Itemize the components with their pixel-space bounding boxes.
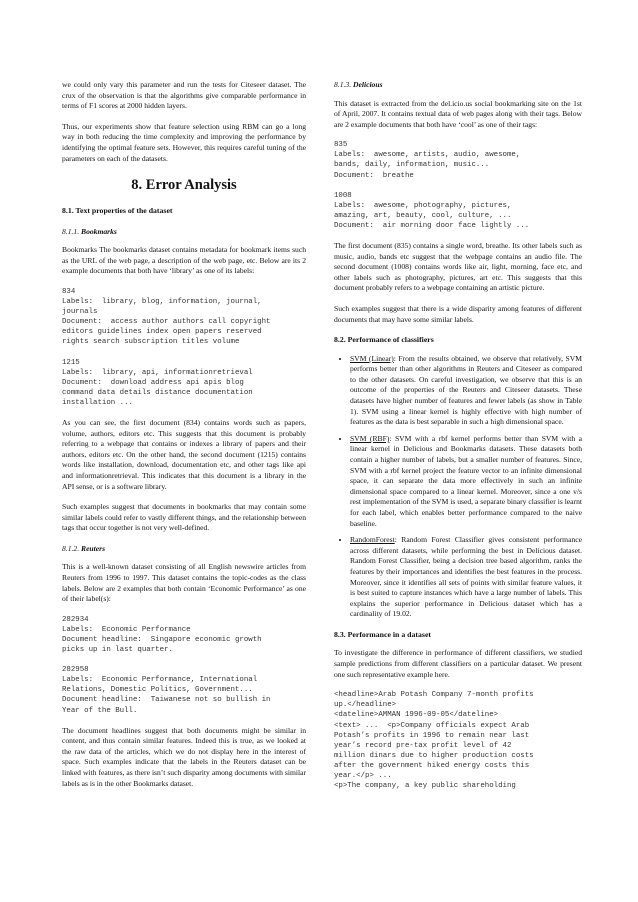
list-item-text: : From the results obtained, we observe that relatively, SVM performs better than other algorithms in Reuters and Citeseer as compared to the other datasets. On careful investigation, we observe that this is an outcome of the properties of the Reuters and Citeseer datasets. These datasets have higher number of features and fewer labels (as show in Table 1). SVM using a linear kernel is highly effective with high number of features as the data is best separable in such a high dimensional space.	[350, 353, 582, 427]
subsubsection-title: Reuters	[81, 543, 106, 553]
delicious-paragraph-1: This dataset is extracted from the del.icio.us social bookmarking site on the 1st of April, 2007. It contains textual data of web pages along with their tags. Below are 2 example documents that both have ‘cool’ as one of their tags:	[334, 98, 582, 129]
reuters-example-282958: 282958 Labels: Economic Performance, International Relations, Domestic Politics, Government... Document headline: Taiwanese not so bullish in Year of the Bull.	[62, 666, 271, 715]
list-item-svm-linear	[350, 354, 582, 428]
classifier-list	[334, 354, 582, 620]
delicious-paragraph-3: Such examples suggest that there is a wide disparity among features of different documents that may have some similar labels.	[334, 304, 582, 324]
section-title: 8. Error Analysis	[131, 177, 237, 194]
reuters-example-282934: 282934 Labels: Economic Performance Document headline: Singapore economic growth picks up in last quarter.	[62, 615, 262, 655]
intro-paragraph-1: we could only vary this parameter and run the tests for Citeseer dataset. The crux of the observation is that the algorithms give comparable performance in terms of F1 scores at 2000 hidden layers.	[62, 80, 306, 111]
reuters-paragraph-1: This is a well-known dataset consisting of all English newswire articles from Reuters from 1996 to 1997. This dataset contains the topic-codes as the class labels. Below are 2 examples that both contain ‘Economic Performance’ as one of their label(s):	[62, 562, 306, 604]
reuters-paragraph-2: The document headlines suggest that both documents might be similar in content, and thus contain similar features. Indeed this is true, as we looked at the raw data of the articles, which we do not display here in the interest of space. Such examples indicate that the labels in the Reuters dataset can be linked with features, as there isn’t such disparity among documents with similar labels as is in the other Bookmarks dataset.	[62, 725, 306, 788]
delicious-example-835: 835 Labels: awesome, artists, audio, awesome, bands, daily, information, music... Document: breathe	[334, 141, 521, 180]
subsubsection-title: Delicious	[353, 80, 383, 89]
subsubsection-bookmarks-heading	[62, 227, 306, 238]
list-item-term: SVM (Linear)	[350, 353, 394, 363]
subsubsection-delicious-heading	[334, 80, 582, 91]
intro-paragraph-2: Thus, our experiments show that feature selection using RBM can go a long way in both reducing the time complexity and improving the performance by identifying the optimal feature sets. However, this requires careful tuning of the parameters on each of the datasets.	[62, 121, 306, 163]
subsection-8-3-title: 8.3. Performance in a dataset	[334, 629, 432, 639]
subsubsection-number: 8.1.1.	[62, 226, 80, 236]
list-item-term: SVM (RBF)	[350, 433, 390, 443]
performance-paragraph-1: To investigate the difference in performance of different classifiers, we studied sample predictions from different classifiers on a particular dataset. We present one such representative example here.	[334, 648, 582, 679]
subsection-8-2-title: 8.2. Performance of classifiers	[334, 335, 434, 345]
list-item-svm-rbf	[350, 434, 582, 529]
subsubsection-number: 8.1.2.	[62, 543, 80, 553]
subsubsection-number: 8.1.3.	[334, 80, 352, 89]
delicious-paragraph-2: The first document (835) contains a single word, breathe. Its other labels such as music, audio, bands etc suggest that the webpage contains an audio file. The second document (1008) contains words like air, light, morning, face etc, and other labels such as photography, pictures, art etc. This suggests that this document probably refers to a webpage containing an artistic picture.	[334, 241, 582, 293]
subsubsection-title: Bookmarks	[81, 226, 117, 236]
subsection-8-1-title: 8.1. Text properties of the dataset	[62, 206, 173, 216]
subsubsection-reuters-heading	[62, 544, 306, 555]
bookmarks-example-834: 834 Labels: library, blog, information, journal, journals Document: access author authors call copyright editors guidelines index open papers reserved rights search subscription titles volume	[62, 287, 271, 347]
right-column	[334, 80, 582, 801]
bookmarks-example-1215: 1215 Labels: library, api, informationretrieval Document: download address api apis blog command data details distance documentation installation ...	[62, 358, 253, 407]
bookmarks-paragraph-3: Such examples suggest that documents in bookmarks that may contain some similar labels could refer to vastly different things, and the relationship between tags that occur together is not very well-defined.	[62, 502, 306, 533]
list-item-random-forest	[350, 535, 582, 620]
list-item-text: : SVM with a rbf kernel performs better than SVM with a linear kernel in Delicious and Bookmarks datasets. These datasets both contain a higher number of labels, but a smaller number of features. Since, SVM with a rbf kernel project the feature vector to an infinite dimensional space, it can separate the data more effectively in such an infinite dimensional space compared to a linear kernel. Moreover, since a one v/s rest implementation of the SVM is used, a separate binary classifier is learnt for each label, which enables better performance compared to the naive baseline.	[350, 433, 582, 528]
delicious-example-1008: 1008 Labels: awesome, photography, pictures, amazing, art, beauty, cool, culture, ... Document: air morning door face lightly ...	[334, 191, 530, 230]
list-item-term: RandomForest	[350, 535, 395, 545]
bookmarks-paragraph-1: Bookmarks The bookmarks dataset contains metadata for bookmark items such as the URL of the web page, a description of the web page, etc. Below are its 2 example documents that both have ‘library’ as one of its labels:	[62, 245, 306, 276]
list-item-text: : Random Forest Classifier gives consistent performance across different datasets, while performing the best in Delicious dataset. Random Forest Classifier, being a decision tree based algorithm, ranks the features by their importances and identifies the best features in the process. Moreover, since it identifies all sets of points with similar feature values, it is best suited to capture instances which have a large number of labels. This explains the superior performance in Delicious dataset which has a cardinality of 19.02.	[350, 535, 582, 619]
left-column	[62, 80, 306, 799]
xml-example: <headline>Arab Potash Company 7-month profits up.</headline> <dateline>AMMAN 1996-09-05</dateline> <text> ... <p>Company officials expect Arab Potash’s profits in 1996 to remain near last year’s record pre-tax profit level of 42 million dinars due to higher production costs after the government hiked energy costs this year.</p> ... <p>The company, a key public shareholding	[334, 691, 534, 791]
bookmarks-paragraph-2: As you can see, the first document (834) contains words such as papers, volume, authors, editors etc. This suggests that this document is probably referring to a webpage that contains or indexes a library of papers and their authors, editors etc. On the other hand, the second document (1215) contains words like installation, download, documentation etc, and other tags like api and informationretrieval. This indicates that this document is a library in the API sense, or is a software library.	[62, 417, 306, 491]
